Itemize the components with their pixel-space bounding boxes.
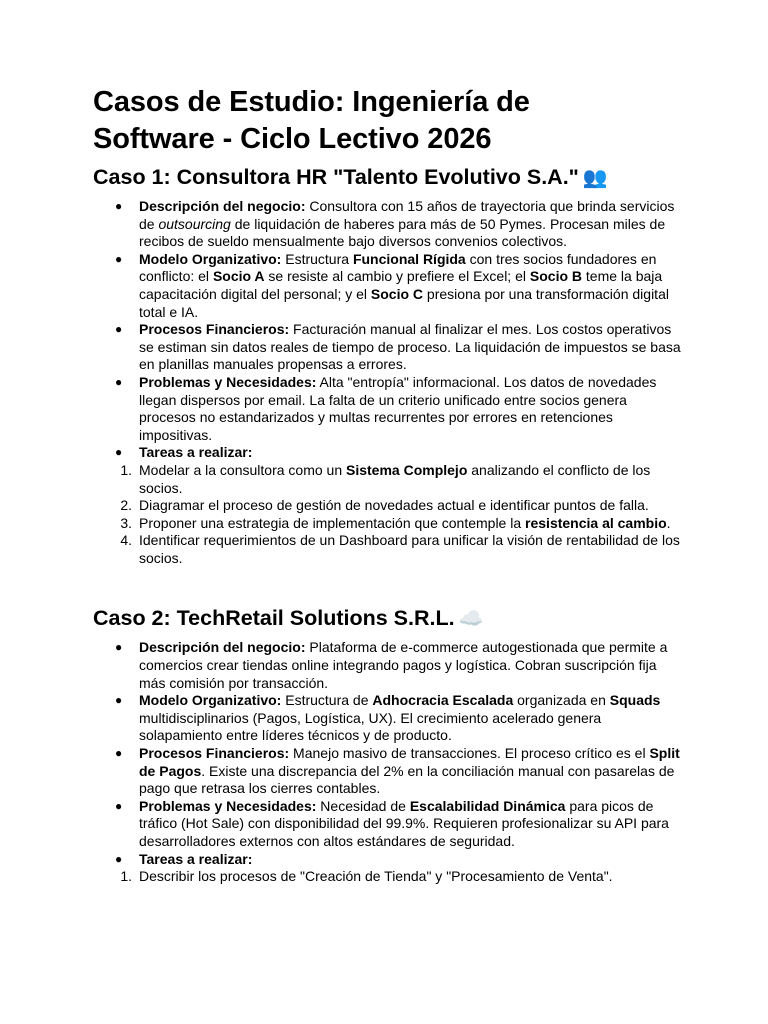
case-1-org-text-2: con tres socios fundadores en conflicto: el xyxy=(139,250,657,285)
case-1-org-text-5: presiona por una transformación digital total e IA. xyxy=(139,285,669,320)
task-text-2: analizando el conflicto de los socios. xyxy=(139,461,651,496)
case-2-description-label: Descripción del negocio: xyxy=(139,639,306,656)
case-1-org-text-4: teme la baja capacitación digital del personal; y el xyxy=(139,268,663,302)
task-bold: Sistema Complejo xyxy=(346,461,468,478)
document-page xyxy=(93,84,683,886)
case-2-org-bold-1: Adhocracia Escalada xyxy=(372,692,514,709)
case-2-description xyxy=(93,639,683,692)
document-title-line-2: Software - Ciclo Lectivo 2026 xyxy=(93,123,492,155)
task-text-1: Modelar a la consultora como un xyxy=(139,461,346,478)
task-bold: resistencia al cambio xyxy=(525,514,667,531)
case-2-problems-needs xyxy=(93,798,683,851)
task-number: 3. xyxy=(120,514,132,531)
case-2-task-item xyxy=(93,868,683,886)
case-1-org-bold-3: Socio B xyxy=(529,268,583,285)
case-2-fin-text-2: . Existe una discrepancia del 2% en la conciliación manual con pasarelas de pago que retrasa los cierres contables. xyxy=(139,762,675,797)
case-2-tasks-label: Tareas a realizar: xyxy=(139,850,253,867)
case-2-org-text-2: organizada en xyxy=(513,692,610,709)
bullet-icon: ● xyxy=(115,851,123,866)
case-1-org-label: Modelo Organizativo: xyxy=(139,250,282,267)
case-1-task-item xyxy=(93,497,683,515)
case-1-task-list xyxy=(93,462,683,568)
case-2-prob-bold: Escalabilidad Dinámica xyxy=(409,797,566,814)
case-2-title-text: Caso 2: TechRetail Solutions S.R.L. xyxy=(93,606,455,631)
bullet-icon: ● xyxy=(115,798,123,813)
case-2-description-text: Plataforma de e-commerce autogestionada que permite a comercios crear tiendas online integrando pagos y logística. Cobran suscripción fija más comisión por transacción. xyxy=(139,639,668,691)
case-2-fin-bold: Split de Pagos xyxy=(139,745,680,779)
case-1-description-text-2: de liquidación de haberes para más de 50 Pymes. Procesan miles de recibos de sueldo mensualmente bajo diversos convenios colectivos. xyxy=(139,215,666,250)
case-2-org-text-1: Estructura de xyxy=(281,692,373,709)
case-2-title xyxy=(93,605,683,633)
case-1-title xyxy=(93,164,683,192)
case-1-fin-label: Procesos Financieros: xyxy=(139,321,290,338)
case-1-organization-model xyxy=(93,251,683,321)
case-2-prob-label: Problemas y Necesidades: xyxy=(139,797,317,814)
case-2-fin-text-1: Manejo masivo de transacciones. El proceso crítico es el xyxy=(289,745,650,762)
case-1-tasks-label: Tareas a realizar: xyxy=(139,444,253,461)
case-1-description-text-1: Consultora con 15 años de trayectoria que brinda servicios de xyxy=(139,198,675,232)
case-1-org-text-3: se resiste al cambio y prefiere el Excel; el xyxy=(264,268,530,285)
case-1-description-label: Descripción del negocio: xyxy=(139,198,306,214)
bullet-icon: ● xyxy=(115,251,123,266)
case-2-org-label: Modelo Organizativo: xyxy=(139,692,282,709)
case-2-fin-label: Procesos Financieros: xyxy=(139,745,290,762)
case-2-org-bold-2: Squads xyxy=(609,692,661,709)
case-1-org-bold-1: Funcional Rígida xyxy=(352,250,466,267)
task-number: 2. xyxy=(120,497,132,514)
case-1-title-text: Caso 1: Consultora HR "Talento Evolutivo S.A." xyxy=(93,165,579,189)
bullet-icon: ● xyxy=(115,445,123,460)
case-1-problems-needs xyxy=(93,374,683,444)
task-number: 1. xyxy=(120,868,132,885)
case-1-org-bold-4: Socio C xyxy=(370,285,424,302)
task-text-2: . xyxy=(666,514,671,531)
case-1-prob-text: Alta "entropía" informacional. Los datos de novedades llegan dispersos por email. La falta de un criterio unificado entre socios genera procesos no estandarizados y multas recurrentes por errores en retenciones impositivas. xyxy=(139,373,657,443)
case-2-task-list xyxy=(93,868,683,886)
case-2-prob-text-1: Necesidad de xyxy=(316,797,410,814)
document-title-line-1: Casos de Estudio: Ingeniería de xyxy=(93,86,530,118)
section-spacer xyxy=(93,567,683,605)
bullet-icon: ● xyxy=(115,640,123,655)
document-title xyxy=(93,84,683,158)
people-icon: 👥 xyxy=(582,167,608,189)
case-1-description-italic: outsourcing xyxy=(158,215,231,232)
bullet-icon: ● xyxy=(115,693,123,708)
case-2-tasks xyxy=(93,851,683,869)
task-text-1: Diagramar el proceso de gestión de novedades actual e identificar puntos de falla. xyxy=(139,497,649,514)
case-1-prob-label: Problemas y Necesidades: xyxy=(139,373,317,390)
task-text-1: Proponer una estrategia de implementación que contemple la xyxy=(139,514,526,531)
case-2-org-text-3: multidisciplinarios (Pagos, Logística, UX). El crecimiento acelerado genera solapamiento entre líderes técnicos y de producto. xyxy=(139,709,602,744)
bullet-icon: ● xyxy=(115,322,123,337)
case-2-financial-processes xyxy=(93,745,683,798)
case-1-task-item xyxy=(93,462,683,497)
case-1-org-text-1: Estructura xyxy=(281,250,353,267)
bullet-icon: ● xyxy=(115,746,123,761)
bullet-icon: ● xyxy=(115,199,123,213)
task-number: 1. xyxy=(120,461,132,478)
cloud-icon: ☁️ xyxy=(458,608,484,631)
case-1-financial-processes xyxy=(93,321,683,374)
case-1-description xyxy=(93,198,683,251)
task-number: 4. xyxy=(120,532,132,549)
case-2-prob-text-2: para picos de tráfico (Hot Sale) con disponibilidad del 99.9%. Requieren profesionalizar su API para desarrolladores externos con altos estándares de seguridad. xyxy=(139,797,669,849)
case-1-tasks xyxy=(93,444,683,462)
case-2-organization-model xyxy=(93,692,683,745)
case-1-bullet-list xyxy=(93,198,683,462)
case-1-task-item xyxy=(93,515,683,533)
case-1-task-item xyxy=(93,532,683,567)
case-1-fin-text: Facturación manual al finalizar el mes. Los costos operativos se estiman sin datos reales de tiempo de proceso. La liquidación de impuestos se basa en planillas manuales propensas a errores. xyxy=(139,321,681,373)
case-2-bullet-list xyxy=(93,639,683,868)
bullet-icon: ● xyxy=(115,374,123,389)
case-1-org-bold-2: Socio A xyxy=(212,268,265,285)
task-text-1: Identificar requerimientos de un Dashboard para unificar la visión de rentabilidad de los socios. xyxy=(139,532,680,566)
task-text-1: Describir los procesos de "Creación de Tienda" y "Procesamiento de Venta". xyxy=(139,868,613,885)
